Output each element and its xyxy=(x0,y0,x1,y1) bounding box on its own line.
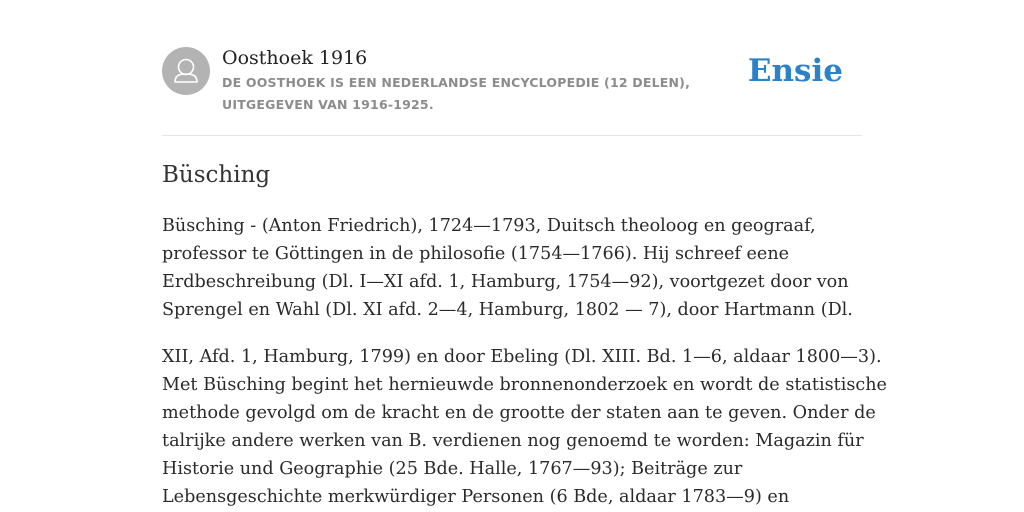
paragraph-line: Met Büsching begint het hernieuwde bronnenonderzoek en wordt de statistische xyxy=(162,375,887,395)
paragraph-line: Historie und Geographie (25 Bde. Halle, 1767—93); Beiträge zur xyxy=(162,459,743,479)
paragraph-line: talrijke andere werken van B. verdienen nog genoemd te worden: Magazin für xyxy=(162,431,864,451)
paragraph-line: methode gevolgd om de kracht en de grootte der staten aan te geven. Onder de xyxy=(162,403,876,423)
brand-logo[interactable]: Ensie xyxy=(747,53,843,89)
source-title[interactable]: Oosthoek 1916 xyxy=(222,47,368,69)
paragraph-line: Sprengel en Wahl (Dl. XI afd. 2—4, Hamburg, 1802 — 7), door Hartmann (Dl. xyxy=(162,300,853,320)
paragraph-line: Lebensgeschichte merkwürdiger Personen (6 Bde, aldaar 1783—9) en xyxy=(162,487,790,507)
paragraph-line: Erdbeschreibung (Dl. I—XI afd. 1, Hamburg, 1754—92), voortgezet door von xyxy=(162,272,849,292)
user-avatar-icon[interactable] xyxy=(162,47,210,95)
article-paragraph xyxy=(162,343,887,511)
source-description: DE OOSTHOEK IS EEN NEDERLANDSE ENCYCLOPEDIE (12 DELEN), UITGEGEVEN VAN 1916-1925. xyxy=(222,75,691,112)
article-paragraph xyxy=(162,212,862,324)
article-title: Büsching xyxy=(162,162,271,188)
paragraph-line: professor te Göttingen in de philosofie (1754—1766). Hij schreef eene xyxy=(162,244,790,264)
paragraph-line: Büsching - (Anton Friedrich), 1724—1793, Duitsch theoloog en geograaf, xyxy=(162,216,816,236)
avatar-silhouette xyxy=(162,47,210,95)
source-header xyxy=(162,45,862,135)
header-divider xyxy=(162,135,862,136)
paragraph-line: XII, Afd. 1, Hamburg, 1799) en door Ebeling (Dl. XIII. Bd. 1—6, aldaar 1800—3). xyxy=(162,347,882,367)
